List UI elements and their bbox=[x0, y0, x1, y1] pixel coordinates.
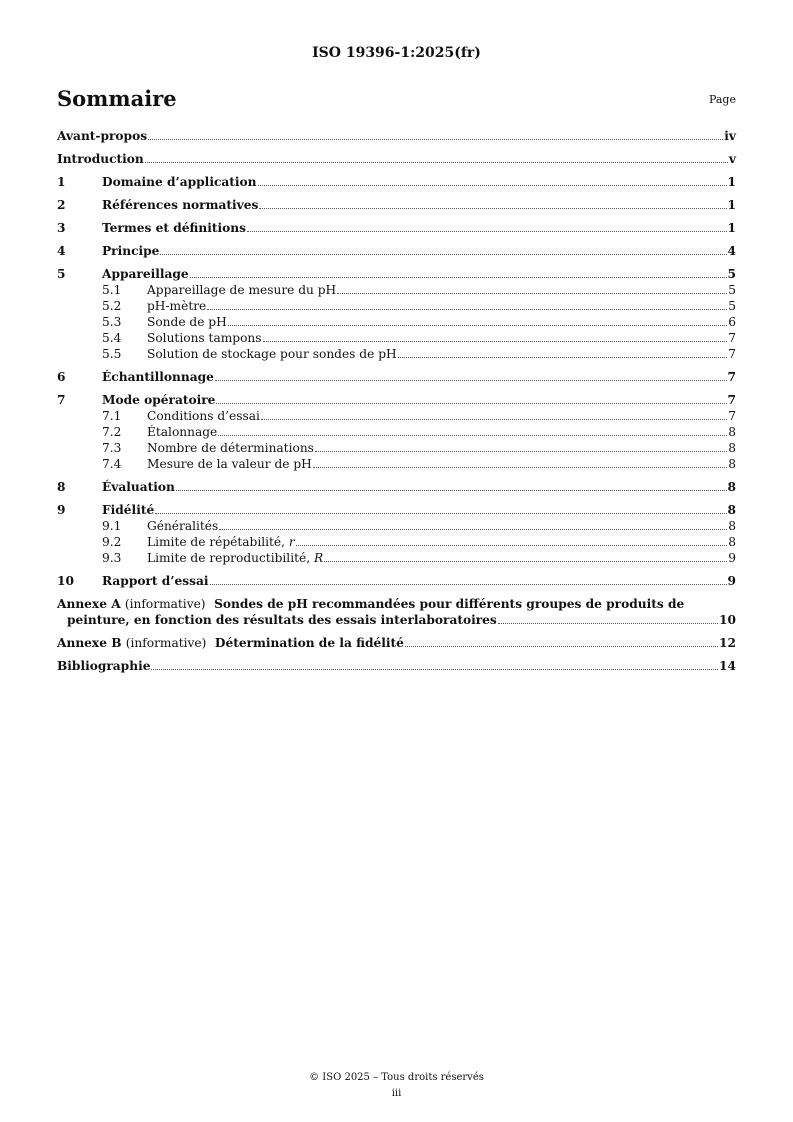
annex-a-type: (informative) bbox=[124, 597, 206, 611]
dot-leader bbox=[155, 513, 726, 514]
toc-entry-page: 5 bbox=[728, 299, 736, 313]
dot-leader bbox=[247, 231, 727, 232]
toc-entry-page: 1 bbox=[727, 175, 736, 189]
annex-b-prefix: Annexe B bbox=[57, 636, 122, 650]
dot-leader bbox=[228, 325, 727, 326]
toc-entry-label: Évaluation bbox=[102, 480, 175, 494]
toc-entry-label: Solutions tampons bbox=[147, 331, 262, 345]
toc-entry-page: 9 bbox=[728, 551, 736, 565]
toc-entry-section-2[interactable] bbox=[57, 197, 736, 213]
toc-entry-label bbox=[147, 534, 295, 550]
toc-entry-annex-b[interactable] bbox=[57, 635, 736, 651]
dot-leader bbox=[176, 490, 727, 491]
toc-entry-page: 6 bbox=[728, 315, 736, 329]
dot-leader bbox=[498, 623, 718, 624]
toc-entry-page: 8 bbox=[728, 425, 736, 439]
toc-entry-number: 7.1 bbox=[102, 409, 122, 423]
dot-leader bbox=[207, 309, 727, 310]
dot-leader bbox=[216, 403, 726, 404]
toc-entry-label: Généralités bbox=[147, 519, 219, 533]
toc-entry-section-8[interactable] bbox=[57, 479, 736, 495]
toc-entry-page: 1 bbox=[727, 198, 736, 212]
toc-entry-number: 5.3 bbox=[102, 315, 122, 329]
toc-entry-number: 3 bbox=[57, 221, 66, 235]
dot-leader bbox=[259, 208, 726, 209]
dot-leader bbox=[398, 357, 728, 358]
annex-a-title-line-1: Sondes de pH recommandées pour différents groupes de produits de bbox=[214, 597, 685, 611]
toc-entry-page: v bbox=[728, 152, 736, 166]
dot-leader bbox=[160, 254, 726, 255]
toc-entry-number: 8 bbox=[57, 480, 66, 494]
toc-entry-number: 4 bbox=[57, 244, 66, 258]
dot-leader bbox=[261, 419, 727, 420]
toc-entry-section-7-1[interactable] bbox=[57, 408, 736, 424]
toc-entry-label: Références normatives bbox=[102, 198, 259, 212]
annex-b-type: (informative) bbox=[125, 636, 207, 650]
toc-entry-section-5-1[interactable] bbox=[57, 282, 736, 298]
toc-entry-number: 2 bbox=[57, 198, 66, 212]
dot-leader bbox=[145, 162, 728, 163]
toc-entry-section-7[interactable] bbox=[57, 392, 736, 408]
toc-entry-section-1[interactable] bbox=[57, 174, 736, 190]
toc-entry-introduction[interactable] bbox=[57, 151, 736, 167]
table-of-contents bbox=[57, 128, 736, 674]
toc-entry-number: 7 bbox=[57, 393, 66, 407]
dot-leader bbox=[219, 529, 727, 530]
toc-entry-section-7-2[interactable] bbox=[57, 424, 736, 440]
toc-entry-page: 5 bbox=[727, 267, 736, 281]
toc-entry-variable: R bbox=[313, 551, 324, 565]
toc-entry-annex-a[interactable] bbox=[57, 596, 736, 628]
annex-a-prefix: Annexe A bbox=[57, 597, 121, 611]
toc-entry-number: 5.5 bbox=[102, 347, 122, 361]
toc-entry-number: 7.3 bbox=[102, 441, 122, 455]
toc-entry-page: 8 bbox=[728, 457, 736, 471]
toc-entry-label: Bibliographie bbox=[57, 659, 151, 673]
toc-entry-section-9-1[interactable] bbox=[57, 518, 736, 534]
toc-entry-variable: r bbox=[288, 535, 295, 549]
dot-leader bbox=[315, 451, 727, 452]
toc-entry-number: 10 bbox=[57, 574, 74, 588]
toc-entry-page: 14 bbox=[719, 659, 736, 673]
toc-entry-section-5-2[interactable] bbox=[57, 298, 736, 314]
dot-leader bbox=[324, 561, 727, 562]
toc-entry-section-6[interactable] bbox=[57, 369, 736, 385]
toc-entry-page: 7 bbox=[728, 347, 736, 361]
toc-entry-label: Fidélité bbox=[102, 503, 155, 517]
toc-entry-label: Solution de stockage pour sondes de pH bbox=[147, 347, 397, 361]
toc-entry-section-9-2[interactable] bbox=[57, 534, 736, 550]
annex-a-first-line bbox=[57, 596, 736, 612]
toc-entry-page: 1 bbox=[727, 221, 736, 235]
toc-entry-page: iv bbox=[724, 129, 736, 143]
toc-entry-number: 9.1 bbox=[102, 519, 122, 533]
dot-leader bbox=[337, 293, 727, 294]
toc-entry-label-text: Limite de répétabilité, bbox=[147, 535, 286, 549]
toc-entry-label: Domaine d’application bbox=[102, 175, 257, 189]
toc-entry-number: 9.2 bbox=[102, 535, 122, 549]
toc-entry-section-10[interactable] bbox=[57, 573, 736, 589]
annex-b-title: Détermination de la fidélité bbox=[214, 636, 404, 650]
page-column-label: Page bbox=[708, 93, 736, 106]
toc-entry-label: Termes et définitions bbox=[102, 221, 246, 235]
dot-leader bbox=[263, 341, 728, 342]
toc-entry-page: 8 bbox=[728, 519, 736, 533]
toc-entry-number: 1 bbox=[57, 175, 66, 189]
toc-entry-label: pH-mètre bbox=[147, 299, 207, 313]
toc-entry-label: Avant-propos bbox=[57, 129, 148, 143]
toc-entry-label: Introduction bbox=[57, 152, 144, 166]
toc-entry-label bbox=[147, 550, 323, 566]
toc-entry-page: 7 bbox=[728, 409, 736, 423]
toc-entry-page: 4 bbox=[727, 244, 736, 258]
toc-entry-label: Appareillage bbox=[102, 267, 189, 281]
toc-entry-label: Étalonnage bbox=[147, 425, 218, 439]
dot-leader bbox=[148, 139, 723, 140]
toc-entry-label: Principe bbox=[102, 244, 160, 258]
toc-entry-bibliographie[interactable] bbox=[57, 658, 736, 674]
toc-entry-number: 5.2 bbox=[102, 299, 122, 313]
toc-entry-section-9[interactable] bbox=[57, 502, 736, 518]
toc-entry-page: 7 bbox=[727, 393, 736, 407]
toc-entry-number: 5.1 bbox=[102, 283, 122, 297]
toc-entry-label: Appareillage de mesure du pH bbox=[147, 283, 337, 297]
copyright-notice: © ISO 2025 – Tous droits réservés bbox=[309, 1072, 484, 1083]
dot-leader bbox=[296, 545, 728, 546]
dot-leader bbox=[151, 669, 718, 670]
dot-leader bbox=[405, 646, 718, 647]
toc-entry-page: 8 bbox=[728, 535, 736, 549]
toc-entry-page: 9 bbox=[727, 574, 736, 588]
dot-leader bbox=[190, 277, 727, 278]
toc-entry-section-5-4[interactable] bbox=[57, 330, 736, 346]
toc-entry-page: 7 bbox=[728, 331, 736, 345]
page-number: iii bbox=[391, 1088, 402, 1099]
toc-entry-number: 7.2 bbox=[102, 425, 122, 439]
dot-leader bbox=[210, 584, 727, 585]
page-title: Sommaire bbox=[57, 86, 177, 111]
toc-entry-section-5[interactable] bbox=[57, 266, 736, 282]
toc-entry-page: 8 bbox=[727, 480, 736, 494]
dot-leader bbox=[218, 435, 727, 436]
dot-leader bbox=[258, 185, 727, 186]
toc-entry-page: 8 bbox=[727, 503, 736, 517]
toc-entry-section-5-5[interactable] bbox=[57, 346, 736, 362]
document-header: ISO 19396-1:2025(fr) bbox=[312, 45, 481, 61]
toc-entry-label: Conditions d’essai bbox=[147, 409, 260, 423]
toc-entry-section-7-3[interactable] bbox=[57, 440, 736, 456]
annex-a-second-line bbox=[57, 612, 736, 628]
toc-entry-label: Nombre de déterminations bbox=[147, 441, 314, 455]
toc-entry-section-4[interactable] bbox=[57, 243, 736, 259]
toc-entry-avant-propos[interactable] bbox=[57, 128, 736, 144]
toc-entry-number: 6 bbox=[57, 370, 66, 384]
toc-entry-page: 12 bbox=[719, 636, 736, 650]
page-footer bbox=[0, 1070, 793, 1102]
toc-entry-number: 5.4 bbox=[102, 331, 122, 345]
toc-entry-label bbox=[57, 635, 404, 651]
annex-a-title-line-2: peinture, en fonction des résultats des essais interlaboratoires bbox=[67, 613, 497, 627]
toc-entry-section-7-4[interactable] bbox=[57, 456, 736, 472]
toc-entry-section-9-3[interactable] bbox=[57, 550, 736, 566]
toc-entry-page: 7 bbox=[727, 370, 736, 384]
toc-entry-number: 7.4 bbox=[102, 457, 122, 471]
toc-entry-page: 5 bbox=[728, 283, 736, 297]
dot-leader bbox=[215, 380, 727, 381]
toc-entry-number: 9 bbox=[57, 503, 66, 517]
dot-leader bbox=[313, 467, 727, 468]
toc-entry-number: 5 bbox=[57, 267, 66, 281]
toc-entry-page: 10 bbox=[719, 613, 736, 627]
toc-entry-label-text: Limite de reproductibilité, bbox=[147, 551, 311, 565]
toc-entry-label: Mesure de la valeur de pH bbox=[147, 457, 312, 471]
toc-entry-number: 9.3 bbox=[102, 551, 122, 565]
toc-entry-section-3[interactable] bbox=[57, 220, 736, 236]
toc-entry-page: 8 bbox=[728, 441, 736, 455]
toc-entry-label: Mode opératoire bbox=[102, 393, 216, 407]
toc-entry-label: Rapport d’essai bbox=[102, 574, 209, 588]
toc-entry-section-5-3[interactable] bbox=[57, 314, 736, 330]
toc-entry-label: Sonde de pH bbox=[147, 315, 227, 329]
toc-entry-label: Échantillonnage bbox=[102, 370, 214, 384]
